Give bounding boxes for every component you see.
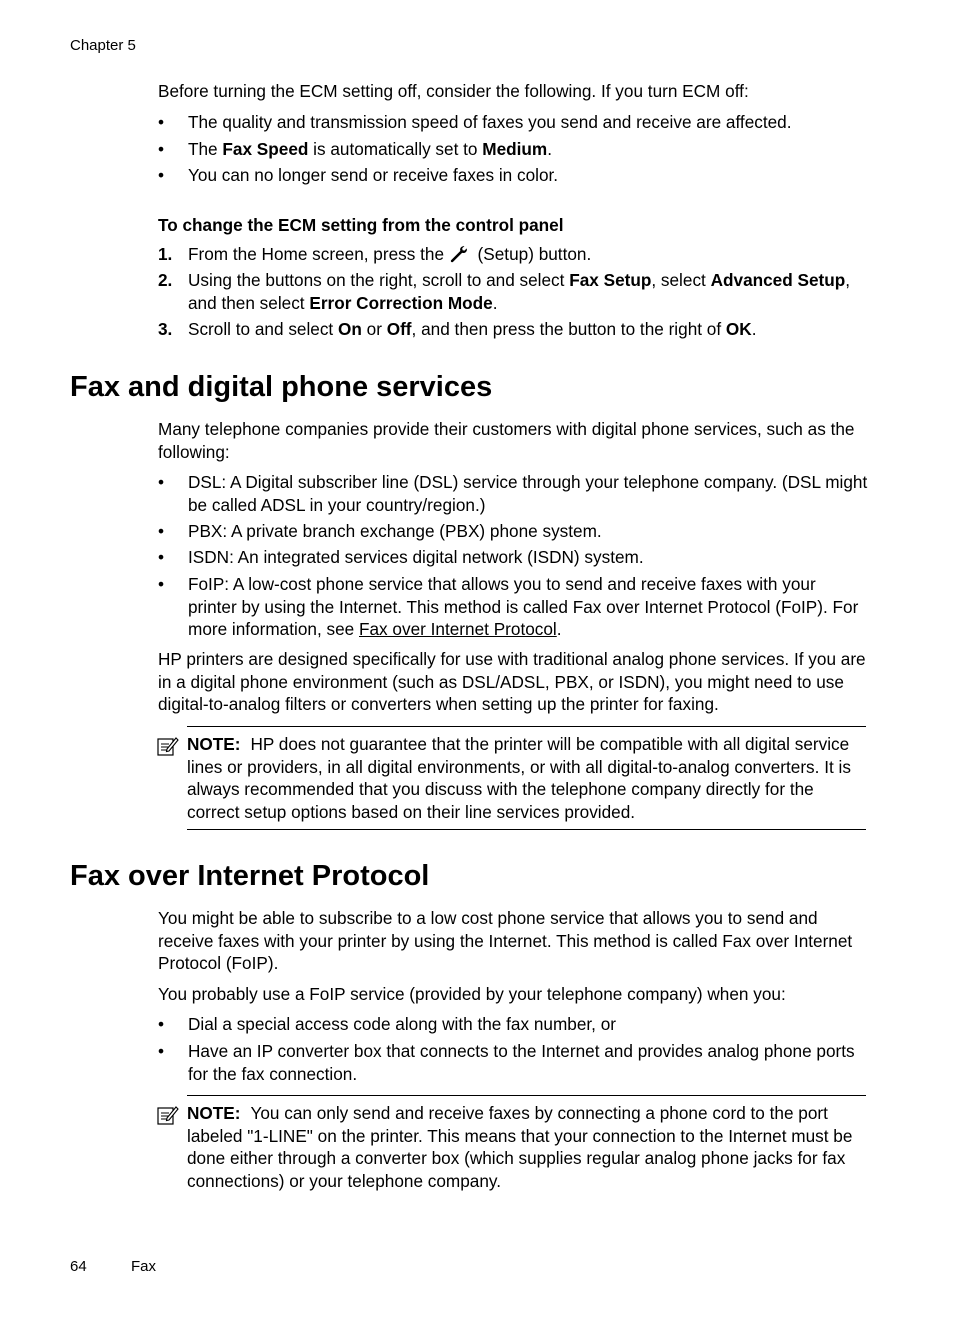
foip-para-1: You might be able to subscribe to a low cost phone service that allows you to send and receive faxes with your printer by using the Internet. This method is called Fax over Internet Protocol (FoIP).: [158, 908, 853, 974]
bullet-marker: •: [158, 1014, 165, 1034]
foip-para-2: You probably use a FoIP service (provided by your telephone company) when you:: [158, 984, 786, 1004]
bullet-marker: •: [158, 112, 165, 132]
ecm-intro: Before turning the ECM setting off, consider the following. If you turn ECM off:: [158, 81, 749, 101]
ecm-bullet-quality: The quality and transmission speed of faxes you send and receive are affected.: [188, 112, 792, 132]
section-heading-digital: Fax and digital phone services: [70, 371, 493, 403]
digital-bullet-pbx: PBX: A private branch exchange (PBX) phone system.: [188, 521, 602, 541]
note-bottom-rule: [187, 829, 866, 830]
bullet-marker: •: [158, 521, 165, 541]
step-2: Using the buttons on the right, scroll to and select Fax Setup, select Advanced Setup, and then select Error Correction Mode.: [188, 270, 851, 313]
ecm-subheading: To change the ECM setting from the control panel: [158, 215, 564, 235]
step-number: 1.: [158, 244, 173, 264]
page-number: 64: [70, 1258, 87, 1275]
digital-bullet-dsl: DSL: A Digital subscriber line (DSL) service through your telephone company. (DSL might be called ADSL in your country/region.): [188, 472, 868, 515]
bullet-marker: •: [158, 472, 165, 492]
note-label: NOTE:: [187, 734, 241, 754]
step-3: Scroll to and select On or Off, and then press the button to the right of OK.: [188, 319, 757, 339]
bullet-marker: •: [158, 1041, 165, 1061]
chapter-header: Chapter 5: [70, 37, 136, 54]
ecm-bullet-fax-speed: The Fax Speed is automatically set to Medium.: [188, 139, 552, 159]
bullet-marker: •: [158, 547, 165, 567]
bullet-marker: •: [158, 165, 165, 185]
digital-bullet-foip: FoIP: A low-cost phone service that allows you to send and receive faxes with your printer by using the Internet. This method is called Fax over Internet Protocol (FoIP). For more information, see Fax over Internet Protocol.: [188, 574, 859, 640]
note-icon: [157, 736, 179, 756]
step-1: From the Home screen, press the (Setup) button.: [188, 244, 592, 264]
note-label: NOTE:: [187, 1103, 241, 1123]
step-number: 3.: [158, 319, 173, 339]
foip-bullet-converter: Have an IP converter box that connects to the Internet and provides analog phone ports for the fax connection.: [188, 1041, 855, 1084]
digital-bullet-isdn: ISDN: An integrated services digital network (ISDN) system.: [188, 547, 644, 567]
digital-analog-para: HP printers are designed specifically for use with traditional analog phone services. If you are in a digital phone environment (such as DSL/ADSL, PBX, or ISDN), you might need to use digital-to-analog filters or converters when setting up the printer for faxing.: [158, 649, 866, 715]
note-icon: [157, 1105, 179, 1125]
wrench-icon: [449, 245, 469, 263]
ecm-bullet-color: You can no longer send or receive faxes in color.: [188, 165, 559, 185]
step-number: 2.: [158, 270, 173, 290]
section-heading-foip: Fax over Internet Protocol: [70, 860, 430, 892]
note-foip: NOTE: You can only send and receive faxes by connecting a phone cord to the port labeled "1-LINE" on the printer. This means that your connection to the Internet must be done either through a converter box (which supplies regular analog phone jacks for fax connections) or your telephone company.: [187, 1103, 853, 1191]
note-top-rule: [187, 726, 866, 727]
foip-link[interactable]: Fax over Internet Protocol: [359, 619, 557, 640]
digital-intro: Many telephone companies provide their customers with digital phone services, such as the following:: [158, 419, 855, 462]
note-top-rule: [187, 1095, 866, 1096]
bullet-marker: •: [158, 574, 165, 594]
footer-section: Fax: [131, 1258, 157, 1275]
note-digital: NOTE: HP does not guarantee that the printer will be compatible with all digital service lines or providers, in all digital environments, or with all digital-to-analog converters. It is always recommended that you discuss with the telephone company directly for the correct setup options based on their line services provided.: [187, 734, 851, 822]
bullet-marker: •: [158, 139, 165, 159]
foip-bullet-access-code: Dial a special access code along with the fax number, or: [188, 1014, 617, 1034]
